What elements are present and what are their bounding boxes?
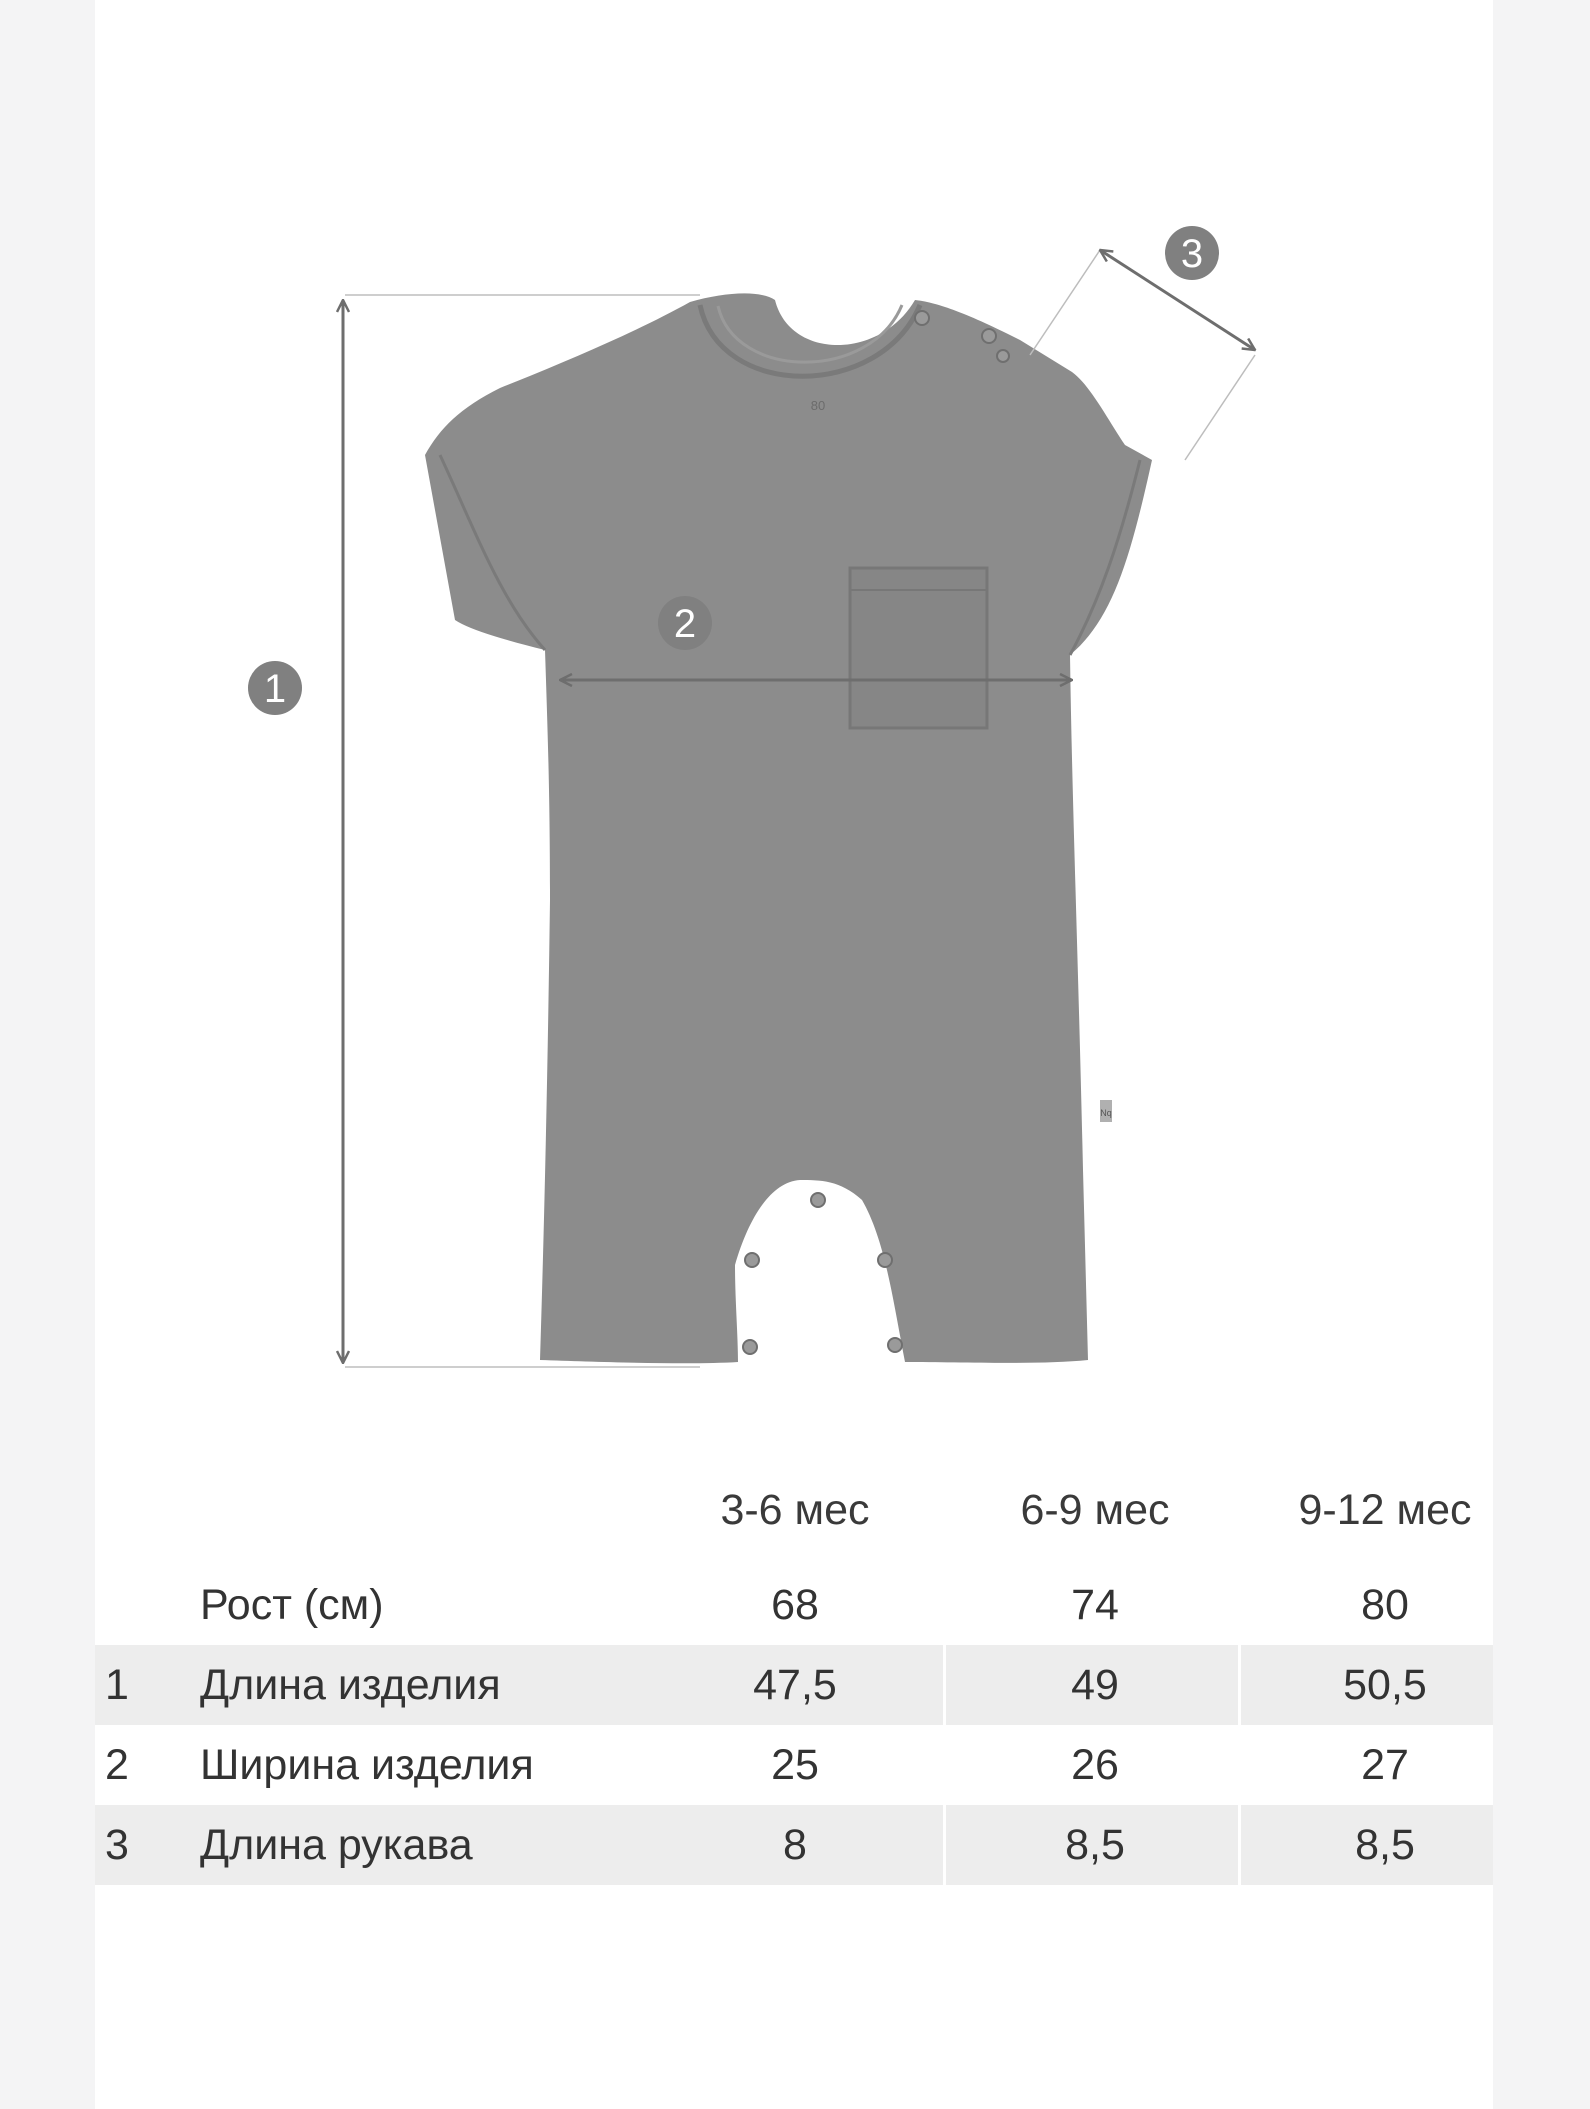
romper-image — [425, 293, 1152, 1363]
badge-1-label: 1 — [263, 667, 287, 711]
table-cell: 8,5 — [1065, 1821, 1125, 1869]
crotch-snap — [811, 1193, 825, 1207]
crotch-snap — [878, 1253, 892, 1267]
table-row — [95, 1645, 1493, 1725]
table-cell: 68 — [771, 1581, 819, 1629]
row-index: 2 — [105, 1741, 129, 1789]
table-cell: 50,5 — [1343, 1661, 1427, 1709]
side-brand-tag-text: Nq — [1100, 1108, 1112, 1118]
column-header: 3-6 мес — [720, 1486, 870, 1534]
table-row — [95, 1805, 1493, 1885]
row-index: 1 — [105, 1661, 129, 1709]
table-cell: 49 — [1071, 1661, 1119, 1709]
shoulder-snap — [997, 350, 1009, 362]
table-cell: 26 — [1071, 1741, 1119, 1789]
leg-snap — [743, 1340, 757, 1354]
shoulder-snap — [982, 329, 996, 343]
table-cell: 47,5 — [753, 1661, 837, 1709]
sleeve-guide-a — [1030, 250, 1100, 355]
badge-3-label: 3 — [1180, 232, 1204, 276]
row-index: 3 — [105, 1821, 129, 1869]
row-label: Рост (см) — [200, 1581, 384, 1629]
romper-body — [425, 293, 1152, 1363]
column-header: 9-12 мес — [1298, 1486, 1472, 1534]
row-label: Ширина изделия — [200, 1741, 534, 1789]
size-table — [95, 1470, 1493, 1885]
table-cell: 27 — [1361, 1741, 1409, 1789]
leg-snap — [888, 1338, 902, 1352]
row-index — [105, 1565, 165, 1645]
row-label: Длина рукава — [200, 1821, 473, 1869]
table-row — [95, 1565, 1493, 1645]
table-cell: 74 — [1071, 1581, 1119, 1629]
sleeve-guide-b — [1185, 355, 1255, 460]
table-cell: 8,5 — [1355, 1821, 1415, 1869]
shoulder-snap — [915, 311, 929, 325]
table-header-row — [95, 1470, 1493, 1550]
table-cell: 80 — [1361, 1581, 1409, 1629]
table-cell: 8 — [783, 1821, 807, 1869]
neck-size-tag: 80 — [810, 398, 826, 413]
row-label: Длина изделия — [200, 1661, 501, 1709]
crotch-snap — [745, 1253, 759, 1267]
column-header: 6-9 мес — [1020, 1486, 1170, 1534]
table-row — [95, 1725, 1493, 1805]
chest-pocket — [850, 568, 987, 728]
table-cell: 25 — [771, 1741, 819, 1789]
badge-2-label: 2 — [673, 602, 697, 646]
